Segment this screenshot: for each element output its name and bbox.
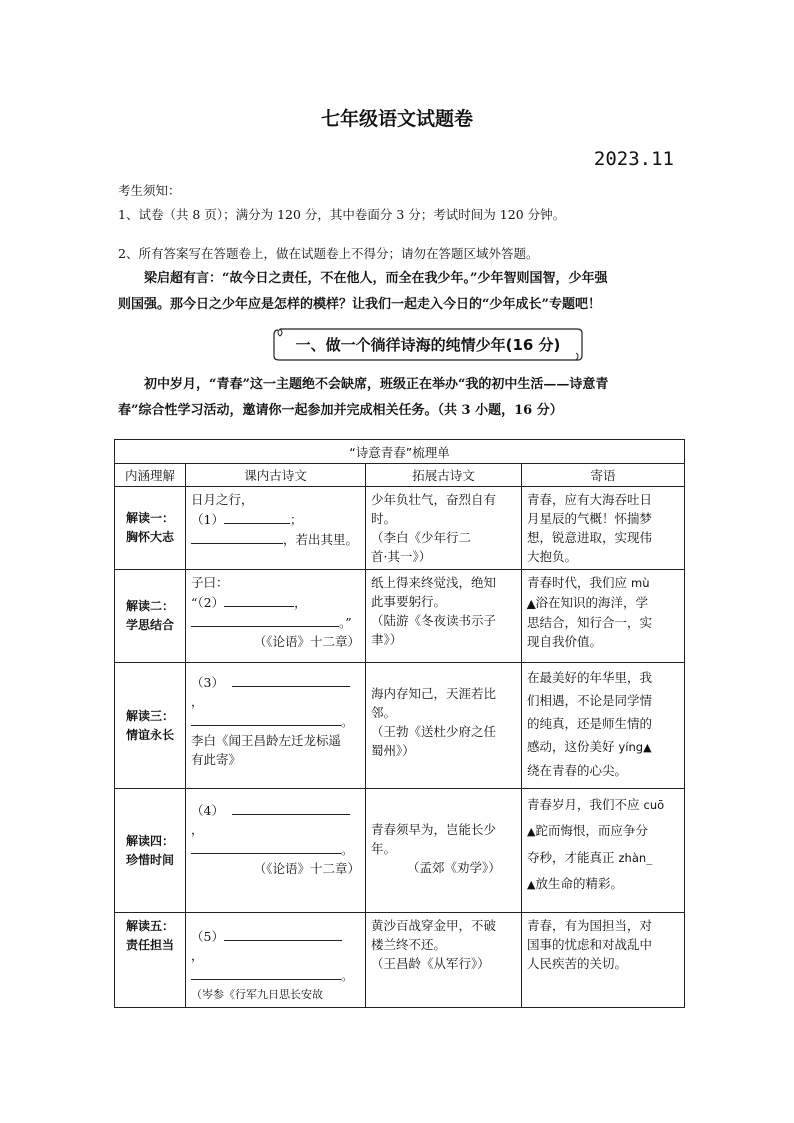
fill-blank-triangle-icon: ▲	[527, 597, 536, 610]
answer-blank[interactable]	[191, 839, 341, 854]
inner-poetry-cell: 日月之行， （1） ； ，若出其里。	[186, 487, 366, 570]
answer-blank[interactable]	[191, 965, 341, 980]
notice-heading: 考生须知：	[118, 183, 181, 198]
table-row	[115, 913, 685, 1008]
pinyin: yíng	[618, 740, 644, 754]
answer-blank[interactable]	[224, 592, 294, 607]
inner-poetry-cell: （3） ， 。 李白《闻王昌龄左迁龙标遥 有此寄》	[186, 663, 366, 789]
answer-blank[interactable]	[224, 509, 290, 524]
answer-blank[interactable]	[191, 612, 339, 627]
table-caption: “诗意青春”梳理单	[115, 440, 685, 464]
pinyin: mù	[631, 576, 650, 590]
table-row	[115, 487, 685, 570]
message-cell: 在最美好的年华里，我 们相遇，不论是同学情 的纯真，还是师生情的 感动，这份美好 yíng▲ 绕在青春的心尖。	[522, 663, 685, 789]
row-label: 解读二： 学思结合	[115, 570, 186, 663]
message-cell: 青春时代，我们应 mù ▲浴在知识的海洋，学 思结合，知行合一，实 现自我价值。	[522, 570, 685, 663]
notice-item-2: 2、所有答案写在答题卷上，做在试题卷上不得分；请勿在答题区域外答题。	[118, 246, 539, 261]
pinyin: cuō	[643, 798, 665, 812]
header-inner-poetry: 课内古诗文	[186, 464, 366, 487]
task-line-2: 春”综合性学习活动，邀请你一起参加并完成相关任务。（共 3 小题，16 分）	[118, 403, 563, 418]
extended-poetry-cell: 纸上得来终觉浅，绝知 此事要躬行。 （陆游《冬夜读书示子 聿》）	[366, 570, 522, 663]
message-cell: 青春，有为国担当，对 国事的忧虑和对战乱中 人民疾苦的关切。	[522, 913, 685, 1008]
fill-blank-triangle-icon: ▲	[527, 825, 536, 838]
inner-poetry-cell: （5） ， 。 （岑参《行军九日思长安故	[186, 913, 366, 1008]
answer-blank[interactable]	[191, 711, 341, 726]
answer-blank[interactable]	[232, 672, 350, 687]
header-understanding: 内涵理解	[115, 464, 186, 487]
inner-poetry-cell: （4） ， 。 （《论语》十二章）	[186, 789, 366, 913]
table-row	[115, 789, 685, 913]
table-row	[115, 663, 685, 789]
answer-blank[interactable]	[224, 926, 342, 941]
section-banner	[272, 326, 584, 362]
answer-blank[interactable]	[191, 529, 283, 544]
exam-date: 2023.11	[593, 148, 674, 170]
notice-item-1: 1、试卷（共 8 页）；满分为 120 分，其中卷面分 3 分；考试时间为 120 分钟。	[118, 207, 566, 222]
task-line-1: 初中岁月，“青春”这一主题绝不会缺席，班级正在举办“我的初中生活——诗意青	[144, 377, 609, 392]
table-row	[115, 570, 685, 663]
header-extended-poetry: 拓展古诗文	[366, 464, 522, 487]
fill-blank-triangle-icon: ▲	[643, 741, 652, 754]
poetry-table	[114, 439, 685, 1008]
row-label: 解读五： 责任担当	[115, 913, 186, 1008]
message-cell: 青春岁月，我们不应 cuō ▲跎而悔恨，而应争分 夺秒，才能真正 zhàn_ ▲放生命的精彩。	[522, 789, 685, 913]
section-banner-title: 一、做一个徜徉诗海的纯情少年(16 分)	[295, 336, 561, 354]
page-title: 七年级语文试题卷	[320, 108, 473, 130]
message-cell: 青春，应有大海吞吐日 月星辰的气概！怀揣梦 想，锐意进取，实现伟 大抱负。	[522, 487, 685, 570]
pinyin: zhàn	[618, 851, 647, 865]
intro-line-2: 则国强。那今日之少年应是怎样的模样？让我们一起走入今日的“少年成长”专题吧！	[118, 297, 601, 312]
extended-poetry-cell: 海内存知己，天涯若比 邻。 （王勃《送杜少府之任 蜀州》）	[366, 663, 522, 789]
row-label: 解读一： 胸怀大志	[115, 487, 186, 570]
answer-blank[interactable]	[232, 800, 350, 815]
intro-line-1: 梁启超有言：“故今日之责任，不在他人，而全在我少年。”少年智则国智，少年强	[144, 271, 608, 286]
task-paragraph	[118, 372, 678, 424]
row-label: 解读四： 珍惜时间	[115, 789, 186, 913]
row-label: 解读三： 情谊永长	[115, 663, 186, 789]
extended-poetry-cell: 青春须早为，岂能长少 年。 （孟郊《劝学》）	[366, 789, 522, 913]
extended-poetry-cell: 黄沙百战穿金甲，不破 楼兰终不还。 （王昌龄《从军行》）	[366, 913, 522, 1008]
fill-blank-triangle-icon: ▲	[527, 878, 536, 891]
inner-poetry-cell: 子曰： “（2） ， 。” （《论语》十二章）	[186, 570, 366, 663]
intro-paragraph	[118, 266, 678, 318]
extended-poetry-cell: 少年负壮气，奋烈自有 时。 （李白《少年行二 首·其一》）	[366, 487, 522, 570]
header-message: 寄语	[522, 464, 685, 487]
